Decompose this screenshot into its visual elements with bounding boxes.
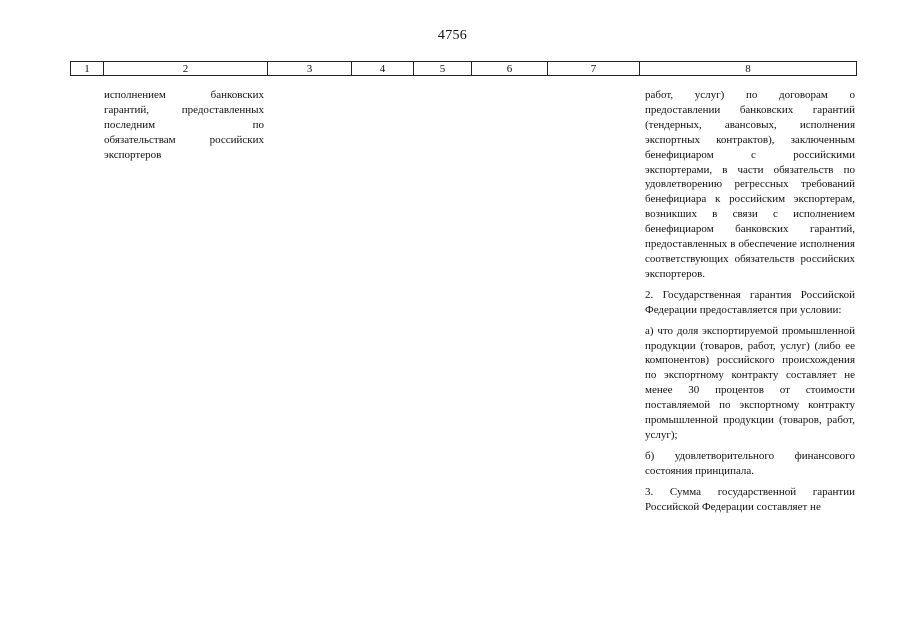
page-number: 4756 xyxy=(437,28,468,43)
column-number-header xyxy=(70,61,857,76)
column-2-line: исполнением банковских xyxy=(104,89,264,101)
column-8-paragraph: 2. Государственная гарантия Российской Федерации предоставляется при условии: xyxy=(645,288,855,316)
column-2-line: гарантий, предоставленных xyxy=(104,103,264,116)
column-8-paragraph: б) удовлетворительного финансового состояния принципала. xyxy=(645,449,855,477)
header-row xyxy=(71,62,857,76)
column-2-line: экспортеров xyxy=(104,148,162,161)
header-cell-3: 3 xyxy=(268,62,352,76)
column-8-paragraph: 3. Сумма государственной гарантии Российской Федерации составляет не xyxy=(645,485,855,513)
header-cell-5: 5 xyxy=(414,62,472,76)
column-8-text xyxy=(645,88,855,520)
header-cell-4: 4 xyxy=(352,62,414,76)
header-cell-8: 8 xyxy=(640,62,857,76)
column-8-paragraph: а) что доля экспортируемой промышленной продукции (товаров, работ, услуг) (либо ее компонентов) российского происхождения по экспортному контракту составляет не менее 30 процентов от стоимости поставляемой по экспортному контракту промышленной продукции (товаров, работ, услуг); xyxy=(645,324,855,441)
column-2-text xyxy=(104,88,264,163)
column-8-paragraph: работ, услуг) по договорам о предоставлении банковских гарантий (тендерных, авансовых, исполнения экспортных контрактов), заключенным бенефициаром с российскими экспортерами, в части обязательств по удовлетворению регрессных требований бенефициара к российским экспортерам, возникших в связи с исполнением бенефициаром банковских гарантий, предоставленных в обеспечение исполнения соответствующих обязательств российских экспортеров. xyxy=(645,89,855,280)
header-cell-6: 6 xyxy=(472,62,548,76)
header-cell-2: 2 xyxy=(104,62,268,76)
header-cell-7: 7 xyxy=(548,62,640,76)
column-2-line: обязательствам российских xyxy=(104,133,264,146)
column-2-line: последним по xyxy=(104,118,264,131)
header-cell-1: 1 xyxy=(71,62,104,76)
